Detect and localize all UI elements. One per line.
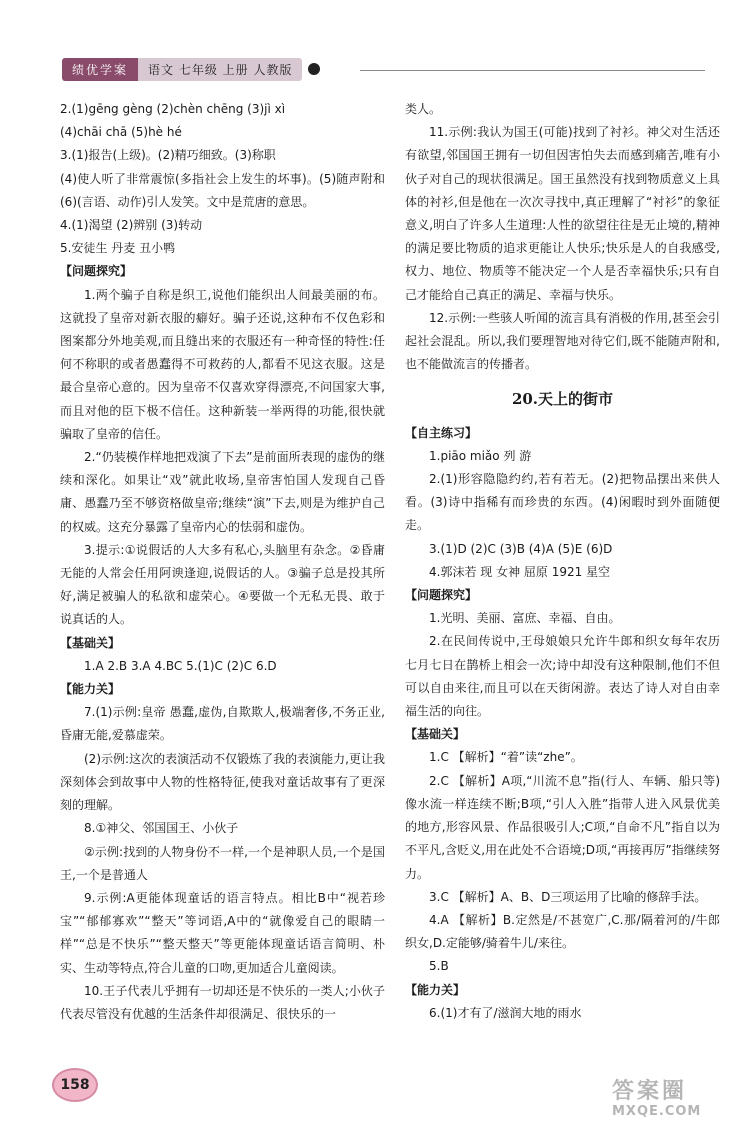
section-heading: 【基础关】 — [60, 635, 121, 650]
answer-paragraph: 4.郭沫若 现 女神 屈原 1921 星空 — [429, 564, 611, 579]
answer-paragraph: 3.(1)D (2)C (3)B (4)A (5)E (6)D — [429, 541, 613, 556]
answer-paragraph: 12.示例:一些骇人听闻的流言具有消极的作用,甚至会引起社会混乱。所以,我们要理智地对待它们,既不能随声附和,也不能做流言的传播者。 — [405, 310, 720, 372]
series-brand: 绩优学案 — [62, 58, 138, 81]
answer-paragraph: 1.C 【解析】“着”读“zhe”。 — [429, 750, 583, 765]
answer-paragraph: 2.(1)gēng gèng (2)chèn chēng (3)jì xì — [60, 102, 286, 116]
answer-paragraph: 5.安徒生 丹麦 丑小鸭 — [60, 241, 176, 256]
answer-paragraph: 9.示例:A更能体现童话的语言特点。相比B中“视若珍宝”“郁郁寡欢”“整天”等词语,A中的“就像爱自己的眼睛一样”“总是不快乐”“整天整天”等更能体现童话语言简明、朴实、生动等特点,符合儿童的口吻,更加适合儿童阅读。 — [60, 890, 385, 975]
watermark-url: MXQE.COM — [612, 1104, 702, 1119]
watermark-title: 答案圈 — [612, 1079, 688, 1104]
answer-paragraph: 2.在民间传说中,王母娘娘只允许牛郎和织女每年农历七月七日在鹊桥上相会一次;诗中却没有这种限制,他们不但可以自由来往,而且可以在天街闲游。表达了诗人对自由幸福生活的向往。 — [405, 634, 720, 719]
answer-paragraph: ②示例:找到的人物身份不一样,一个是神职人员,一个是国王,一个是普通人 — [60, 844, 385, 882]
answer-paragraph: 类人。 — [405, 102, 442, 116]
answer-paragraph: 3.(1)报告(上级)。(2)精巧细致。(3)称职 — [60, 148, 276, 163]
answer-paragraph: 11.示例:我认为国王(可能)找到了衬衫。神父对生活还有欲望,邻国国王拥有一切但因害怕失去而感到痛苦,唯有小伙子对自己的现状很满足。国王虽然没有找到物质意义上具体的衬衫,但是他在一次次寻找中,真正理解了“衬衫”的象征意义,明白了许多人生道理:人性的欲望往往是无止境的,精神的满足要比物质的追求更能让人快乐;快乐是人的自我感受,权力、地位、物质等不能决定一个人是否幸福快乐;只有自己才能给自己真正的满足、幸福与快乐。 — [405, 125, 720, 302]
section-heading: 【基础关】 — [405, 727, 466, 742]
answer-paragraph: 1.光明、美丽、富庶、幸福、自由。 — [429, 611, 621, 626]
section-heading: 【问题探究】 — [60, 264, 133, 279]
section-heading: 【能力关】 — [60, 682, 121, 697]
section-heading: 【问题探究】 — [405, 588, 478, 603]
answer-paragraph: (4)使人听了非常震惊(多指社会上发生的坏事)。(5)随声附和 (6)(言语、动作)引人发笑。文中是荒唐的意思。 — [60, 171, 385, 209]
page-number: 158 — [52, 1068, 98, 1102]
answer-paragraph: 4.A 【解析】B.定然是/不甚宽广,C.那/隔着河的/牛郎织女,D.定能够/骑着牛儿/来往。 — [405, 912, 720, 951]
answer-paragraph: 10.王子代表儿乎拥有一切却还是不快乐的一类人;小伙子代表尽管没有优越的生活条件却很满足、很快乐的一 — [60, 983, 385, 1021]
answer-paragraph: 7.(1)示例:皇帝 愚蠢,虚伪,自欺欺人,极端奢侈,不务正业,昏庸无能,爱慕虚荣。 — [60, 705, 385, 743]
header-banner — [62, 58, 320, 80]
answer-paragraph: 2.C 【解析】A项,“川流不息”指(行人、车辆、船只等)像水流一样连续不断;B项,“引人入胜”指带人进入风景优美的地方,形容风景、作品很吸引人;C项,“自命不凡”指自以为不平凡,含贬义,用在此处不合语境;D项,“再接再厉”指继续努力。 — [405, 773, 720, 881]
watermark-logo — [612, 1080, 701, 1119]
answer-paragraph: 2.(1)形容隐隐约约,若有若无。(2)把物品摆出来供人看。(3)诗中指稀有而珍贵的东西。(4)闲暇时到外面随便走。 — [405, 472, 720, 533]
lesson-title: 20.天上的街市 — [511, 390, 614, 409]
answer-paragraph: 6.(1)才有了/滋润大地的雨水 — [429, 1005, 582, 1020]
section-heading: 【能力关】 — [405, 982, 466, 997]
answer-paragraph: 4.(1)渴望 (2)辨别 (3)转动 — [60, 218, 203, 233]
answer-paragraph: 3.C 【解析】A、B、D三项运用了比喻的修辞手法。 — [429, 889, 707, 904]
answer-paragraph: 1.两个骗子自称是织工,说他们能织出人间最美丽的布。这就投了皇帝对新衣服的癖好。骗子还说,这种布不仅色彩和图案都分外地美观,而且缝出来的衣服还有一种奇怪的特性:任何不称职的或者愚蠢得不可救药的人,都看不见这衣服。这是最合皇帝心意的。因为皇帝不仅喜欢穿得漂亮,不问国家大事,而且对他的臣下极不信任。这种新装一举两得的功能,很快就骗取了皇帝的信任。 — [60, 287, 385, 441]
answer-paragraph: (2)示例:这次的表演活动不仅锻炼了我的表演能力,更让我深刻体会到故事中人物的性格特征,使我对童话故事有了更深刻的理解。 — [60, 751, 385, 813]
right-column — [405, 98, 720, 1025]
bullet-dot — [308, 63, 320, 75]
answer-paragraph: 2.“仍装模作样地把戏演了下去”是前面所表现的虚伪的继续和深化。如果让“戏”就此收场,皇帝害怕国人发现自己昏庸、愚蠢乃至不够资格做皇帝;继续“演”下去,则是为维护自己的权威。这充分暴露了皇帝内心的怯弱和虚伪。 — [60, 450, 385, 534]
answer-paragraph: (4)chāi chā (5)hè hé — [60, 125, 182, 140]
answer-paragraph: 1.piāo miǎo 列 游 — [429, 448, 532, 463]
header-rule — [360, 70, 705, 71]
answer-paragraph: 8.①神父、邻国国王、小伙子 — [84, 821, 239, 836]
left-column — [60, 98, 385, 1026]
subject-label: 语文 七年级 上册 人教版 — [138, 58, 302, 81]
answer-paragraph: 5.B — [429, 959, 449, 974]
section-heading: 【自主练习】 — [405, 425, 478, 440]
answer-paragraph: 3.提示:①说假话的人大多有私心,头脑里有杂念。②昏庸无能的人常会任用阿谀逢迎,说假话的人。③骗子总是投其所好,满足被骗人的私欲和虚荣心。④要做一个无私无畏、敢于说真话的人。 — [60, 542, 385, 627]
answer-paragraph: 1.A 2.B 3.A 4.BC 5.(1)C (2)C 6.D — [84, 658, 277, 673]
